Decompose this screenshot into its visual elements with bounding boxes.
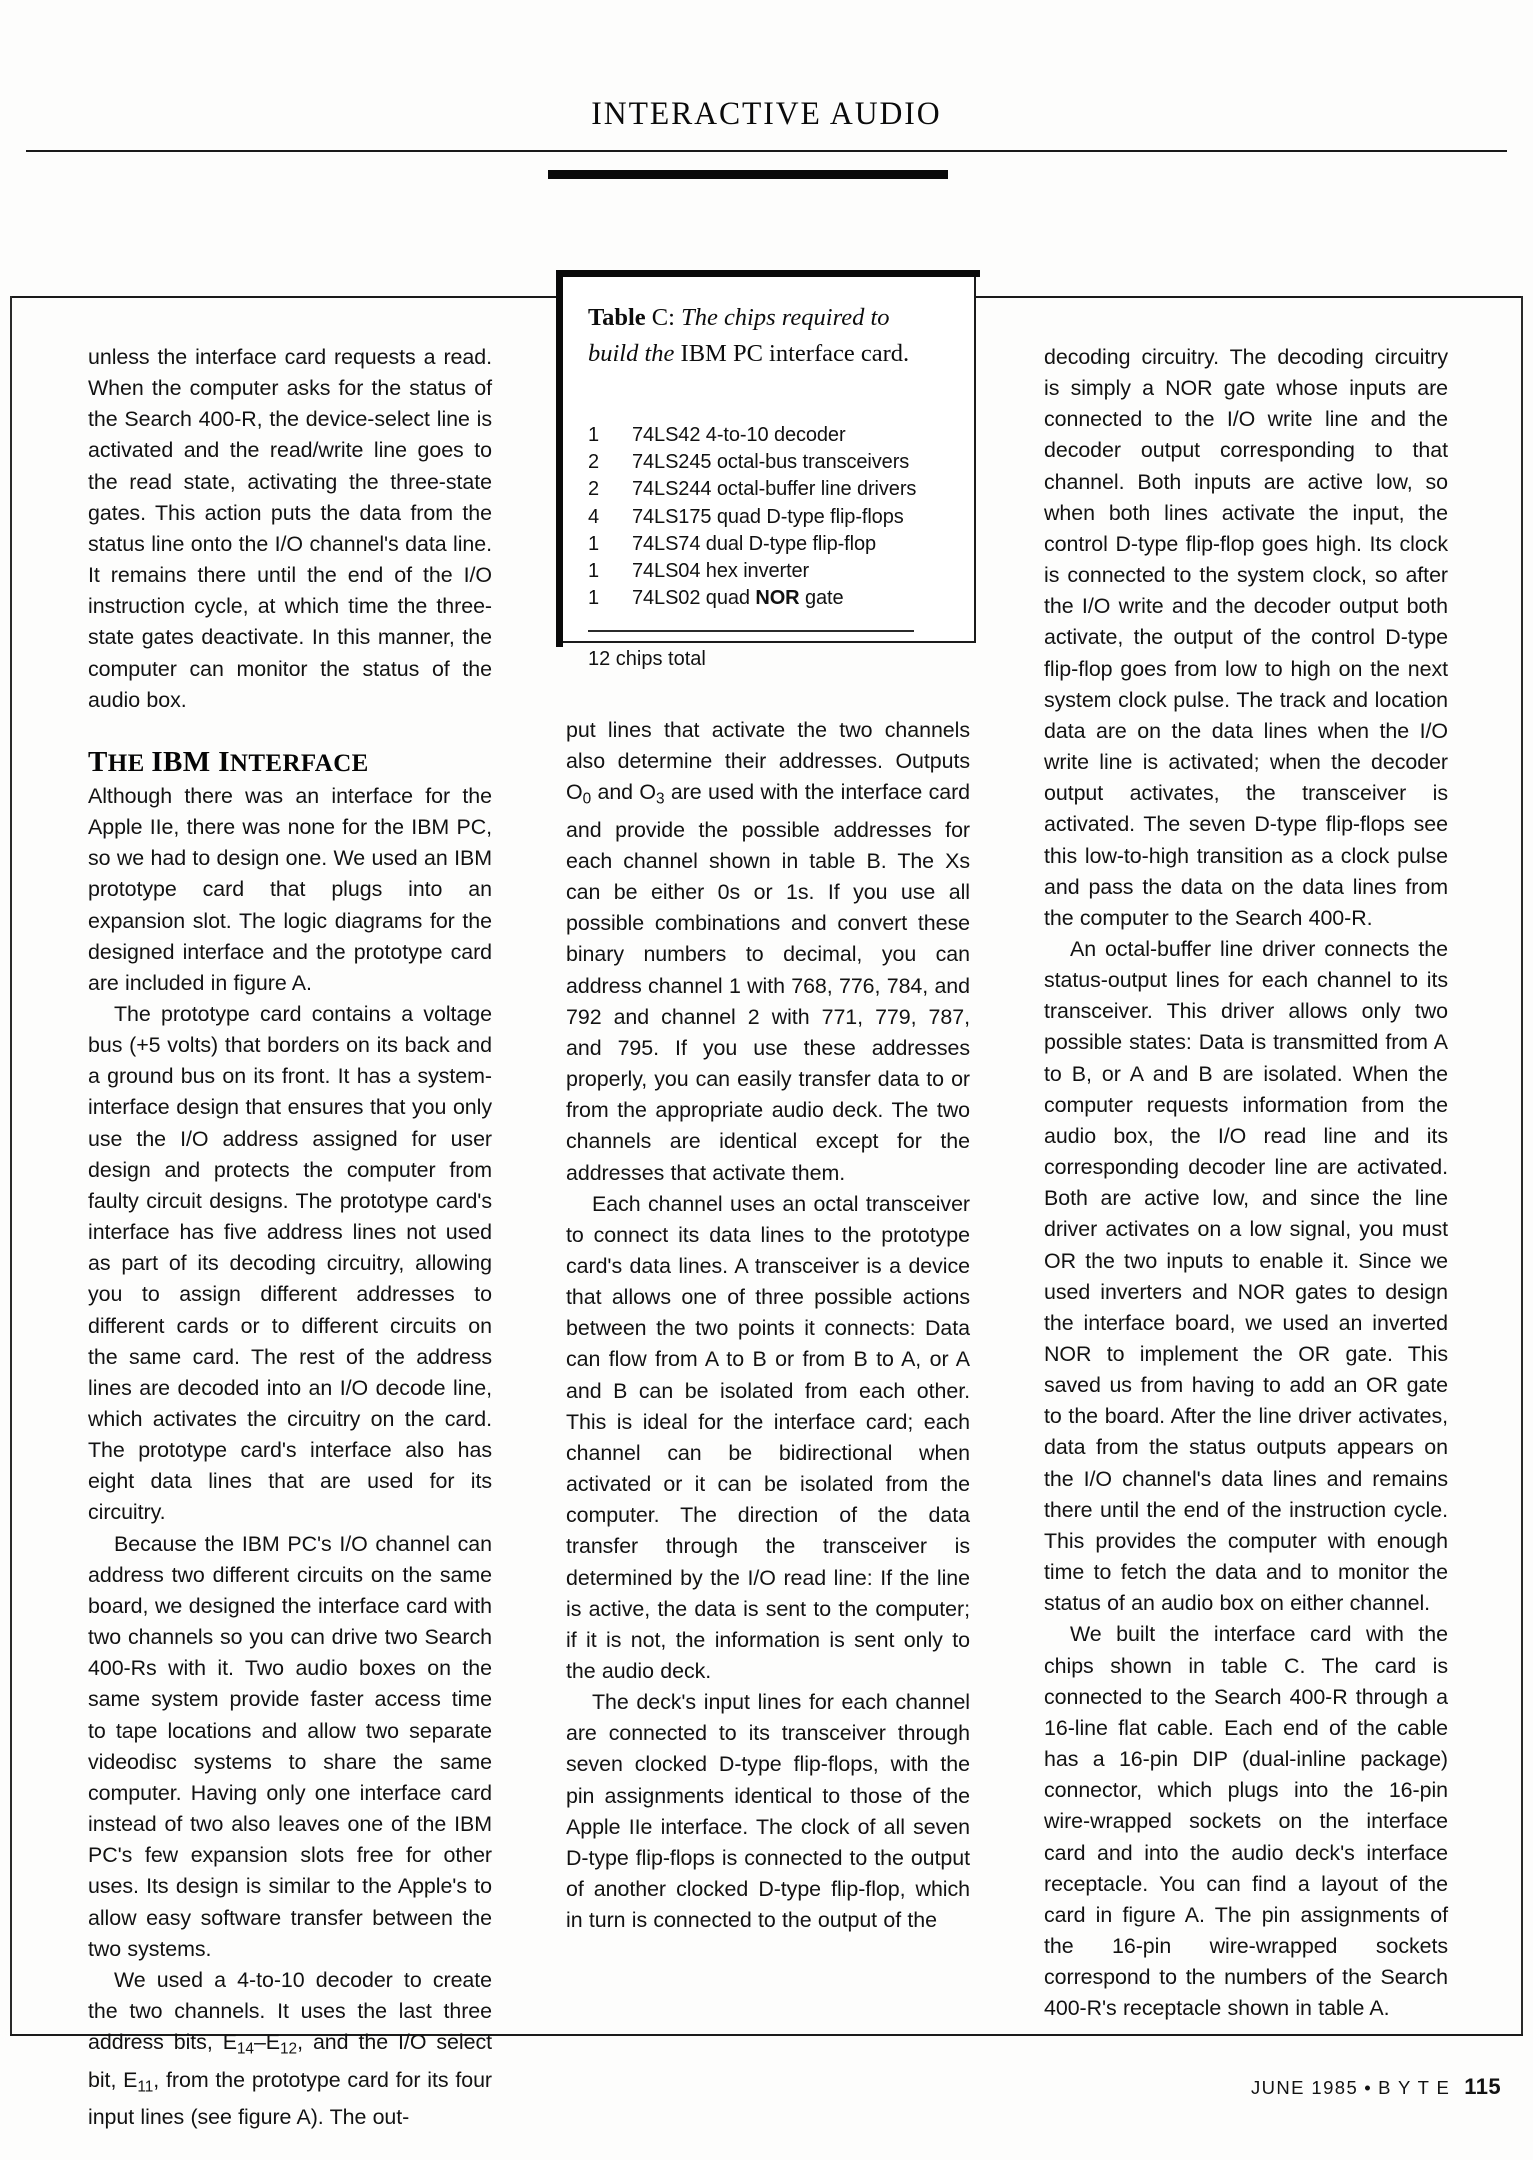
chip-desc: 74LS04 hex inverter — [632, 560, 810, 583]
header-rule-thin — [26, 150, 1507, 152]
table-c-caption-line1: The chips required to — [681, 304, 890, 331]
footer-issue: JUNE 1985 — [1250, 2077, 1359, 2098]
paragraph: unless the interface card requests a read. When the computer asks for the status of the Search 400-R, the device-select line is activated and the read/write line goes to the read state, activating the three-state gates. This action puts the data from the status line onto the I/O channel's data line. It remains there until the end of the I/O instruction cycle, at which time the three-state gates deactivate. In this manner, the computer can monitor the status of the audio box. — [88, 345, 492, 712]
paragraph: Although there was an interface for the Apple IIe, there was none for the IBM PC, so we had to design one. We used an IBM prototype card that plugs into an expansion slot. The logic diagrams for the designed interface and the prototype card are included in figure A. — [88, 783, 492, 995]
chip-qty: 1 — [588, 560, 600, 583]
subscript: 11 — [137, 2077, 154, 2095]
footer-magazine: B Y T E — [1378, 2077, 1451, 2098]
page-footer — [1251, 2074, 1501, 2100]
text-run: are used with the interface card and provide the possible addresses for each channel shown in table B. The Xs can be either 0s or 1s. If you use all possible combinations and convert these binary numbers to decimal, you can address channel 1 with 768, 776, 784, and 792 and channel 2 with 771, 779, 787, and 795. If you use these addresses properly, you can easily transfer data to or from the appropriate audio deck. The two channels are identical except for the addresses that activate them. — [566, 780, 970, 1185]
column-3 — [1044, 342, 1448, 2021]
paragraph: The prototype card contains a voltage bus (+5 volts) that borders on its back and a ground bus on its front. It has a system-interface design that ensures that you only use the I/O address assigned for user design and protects the computer from faulty circuit designs. The prototype card's interface has five address lines not used as part of its decoding circuitry, allowing you to assign different addresses to different cards or to different circuits on the same card. The rest of the address lines are decoded into an I/O decode line, which activates the circuitry on the card. The prototype card's interface also has eight data lines that are used for its circuitry. — [88, 1001, 492, 1525]
chip-qty: 4 — [588, 505, 600, 528]
table-c-caption-line2-italic: build the — [588, 340, 675, 367]
paragraph: Because the IBM PC's I/O channel can address two different circuits on the same board, we designed the interface card with two channels so you can drive two Search 400-Rs with it. Two audio boxes on the same system provide faster access time to tape locations and allow two separate videodisc systems to share the same computer. Having only one interface card instead of two also leaves one of the IBM PC's few expansion slots free for other uses. Its design is similar to the Apple's to allow easy software transfer between the two systems. — [88, 1531, 492, 1961]
text-run: We used a 4-to-10 decoder to create the two channels. It uses the last three address bits, E — [88, 1967, 492, 2055]
chip-desc: 74LS42 4-to-10 decoder — [632, 424, 846, 446]
subscript: 12 — [280, 2040, 298, 2058]
chip-desc: 74LS245 octal-bus transceivers — [632, 451, 910, 474]
header-rule-thick — [548, 170, 948, 179]
column-2 — [566, 304, 970, 2007]
table-c-box — [556, 270, 976, 671]
text-run: put lines that activate the two channels also determine their addresses. Outputs O — [566, 718, 970, 805]
paragraph: Each channel uses an octal transceiver to connect its data lines to the prototype card's data lines. A transceiver is a device that allows one of three possible actions between the two points it connects: Data can flow from A to B or from B to A, or A and B can be isolated from each other. This is ideal for the interface card; each channel can be bidirectional when activated or it can be isolated from the computer. The direction of the data transfer through the transceiver is determined by the I/O read line: If the line is active, the data is sent to the computer; if it is not, the information is sent only to the audio deck. — [566, 1191, 970, 1683]
section-heading-ibm: IBM — [151, 745, 219, 778]
subscript: 14 — [236, 2040, 254, 2058]
table-row — [588, 558, 952, 585]
running-head-text: INTERACTIVE AUDIO — [591, 96, 942, 132]
chip-qty: 1 — [588, 532, 600, 555]
chip-qty: 1 — [588, 424, 600, 446]
table-row — [588, 476, 952, 503]
table-c-letter: C: — [651, 304, 675, 331]
chip-desc-post: gate — [799, 587, 844, 610]
paragraph: An octal-buffer line driver connects the status-output lines for each channel to its transceiver. This driver allows only two possible states: Data is transmitted from A to B, or A and B are isolated. When the computer requests information from the audio box, the I/O read line and its corresponding decoder line are activated. Both are active low, and since the line driver activates on a low signal, you must OR the two inputs to enable it. Since we used inverters and NOR gates to design the interface board, we used an inverted NOR to implement the OR gate. This saved us from having to add an OR gate to the board. After the line driver activates, data from the status outputs appears on the I/O channel's data lines and remains there until the end of the instruction cycle. This provides the computer with enough time to fetch the data and to monitor the status of an audio box on either channel. — [1044, 936, 1448, 1616]
paragraph-with-subscripts — [566, 715, 970, 1189]
chip-qty: 2 — [588, 478, 600, 501]
paragraph: We built the interface card with the chips shown in table C. The card is connected to the Search 400-R through a 16-line flat cable. Each end of the cable has a 16-pin DIP (dual-inline package) connector, which plugs into the 16-pin wire-wrapped sockets on the interface card and into the audio deck's interface receptacle. You can find a layout of the card in figure A. The pin assignments of the 16-pin wire-wrapped sockets correspond to the numbers of the Search 400-R's receptacle shown in table A. — [1044, 1622, 1448, 2021]
section-heading-he: HE — [107, 749, 152, 777]
chip-desc-bold: NOR — [755, 587, 800, 610]
footer-separator: • — [1364, 2077, 1373, 2098]
table-c-label: Table — [588, 304, 646, 331]
chip-qty: 2 — [588, 451, 600, 474]
section-heading-t: T — [88, 745, 108, 778]
running-head — [0, 96, 1533, 133]
section-heading-i: I — [218, 745, 230, 778]
page-number: 115 — [1464, 2074, 1501, 2099]
paragraph-with-subscripts — [88, 1965, 492, 2133]
paragraph: The deck's input lines for each channel are connected to its transceiver through seven clocked D-type flip-flops, with the pin assignments identical to those of the Apple IIe interface. The clock of all seven D-type flip-flops is connected to the output of another clocked D-type flip-flop, which in turn is connected to the output of the — [566, 1690, 970, 1933]
chip-desc: 74LS175 quad D-type flip-flops — [632, 505, 904, 528]
section-heading-nterface: NTERFACE — [229, 749, 369, 777]
table-row — [588, 585, 952, 612]
table-c-total: 12 chips total — [588, 648, 706, 671]
text-run: –E — [253, 2030, 281, 2055]
table-c-caption-line2-rest: IBM PC interface card. — [680, 340, 910, 367]
subscript: 0 — [582, 790, 592, 808]
text-run: and O — [591, 780, 656, 805]
chip-desc — [632, 585, 952, 612]
section-heading — [88, 746, 492, 779]
paragraph: decoding circuitry. The decoding circuitry is simply a NOR gate whose inputs are connected to the I/O write line and the decoder output corresponding to that channel. Both inputs are active low, so when both lines activate the input, the control D-type flip-flop goes high. Its clock is connected to the system clock, so after the I/O write and the decoder output both activate, the output of the control D-type flip-flop goes from low to high on the next system clock pulse. The track and location data are on the data lines when the I/O write line is activated; when the decoder output activates, the transceiver is activated. The seven D-type flip-flops see this low-to-high transition as a clock pulse and pass the data on the data lines from the computer to the Search 400-R. — [1044, 345, 1448, 930]
body-frame-left — [10, 296, 12, 2034]
column-1 — [88, 342, 492, 2130]
table-row — [588, 531, 952, 558]
table-c-divider — [588, 630, 914, 632]
chip-desc: 74LS74 dual D-type flip-flop — [632, 532, 877, 555]
table-row — [588, 449, 952, 476]
chip-desc: 74LS244 octal-buffer line drivers — [632, 478, 917, 501]
table-row — [588, 422, 952, 449]
chip-qty: 1 — [588, 587, 600, 610]
chip-desc-pre: 74LS02 quad — [632, 587, 756, 610]
text-run: , and the I/O select bit, E — [88, 2030, 492, 2092]
subscript: 3 — [655, 790, 665, 808]
table-c-chip-list — [588, 422, 952, 612]
table-c-caption — [588, 300, 952, 372]
table-row — [588, 504, 952, 531]
body-frame-right — [1521, 296, 1523, 2034]
text-run: , from the prototype card for its four input lines (see figure A). The out- — [88, 2067, 492, 2130]
